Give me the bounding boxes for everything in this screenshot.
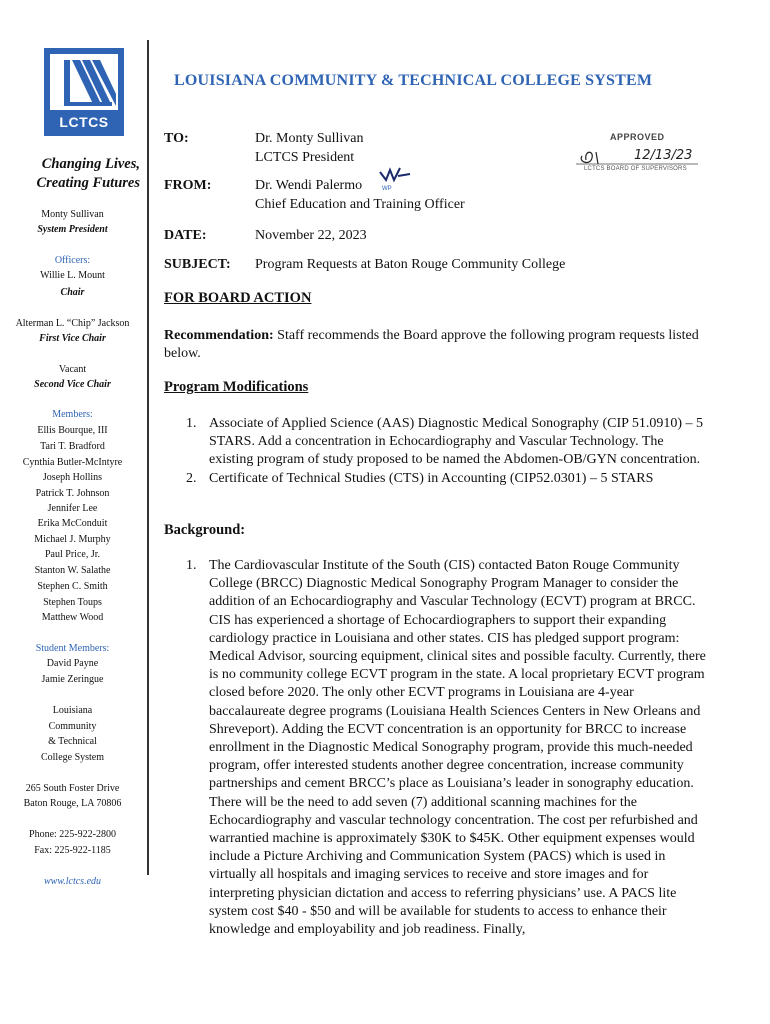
approval-stamp <box>570 132 702 178</box>
member-name: Jennifer Lee <box>47 503 98 514</box>
initials-signature-icon <box>378 166 412 188</box>
recommendation-label: Recommendation: <box>164 328 274 343</box>
board-action-heading: FOR BOARD ACTION <box>164 290 312 306</box>
website-link[interactable]: www.lctcs.edu <box>43 876 102 887</box>
member-name: Stephen Toups <box>43 597 102 608</box>
phone: Phone: 225-922-2800 <box>29 829 116 840</box>
officer-name: Vacant <box>58 364 87 375</box>
officer-name: Alterman L. “Chip” Jackson <box>15 318 130 329</box>
president-title: System President <box>37 224 108 235</box>
member-name: Cynthia Butler-McIntyre <box>22 457 123 468</box>
list-number: 1. <box>186 558 197 573</box>
recommendation <box>164 327 709 363</box>
list-number: 2. <box>186 470 197 486</box>
fax: Fax: 225-922-1185 <box>34 845 111 856</box>
list-text: Certificate of Technical Studies (CTS) in Accounting (CIP52.0301) – 5 STARS <box>209 470 654 486</box>
tagline-line-2: Creating Futures <box>36 175 140 191</box>
sidebar <box>0 0 150 1024</box>
from-name: Dr. Wendi Palermo <box>255 178 363 193</box>
address-line: 265 South Foster Drive <box>25 783 120 794</box>
background-heading: Background: <box>164 522 246 538</box>
officer-name: Willie L. Mount <box>40 270 105 281</box>
member-name: Tari T. Bradford <box>40 441 105 452</box>
org-line: & Technical <box>48 736 97 747</box>
from-initials: WP <box>382 186 392 192</box>
org-line: College System <box>40 752 105 763</box>
memo-subject: Program Requests at Baton Rouge Community College <box>255 257 566 272</box>
program-modifications-heading: Program Modifications <box>164 379 309 395</box>
member-name: Paul Price, Jr. <box>45 549 100 560</box>
from-label: FROM: <box>164 178 212 193</box>
from-title: Chief Education and Training Officer <box>255 197 465 212</box>
logo-text: LCTCS <box>59 114 109 130</box>
memo-date: November 22, 2023 <box>255 228 367 243</box>
list-item <box>164 415 709 470</box>
subject-label: SUBJECT: <box>164 257 231 272</box>
recommendation-text: Staff recommends the Board approve the following program requests listed below. <box>164 328 699 361</box>
list-item <box>164 557 709 939</box>
to-title: LCTCS President <box>255 150 355 165</box>
program-modifications-list <box>164 415 709 488</box>
approval-board-label: LCTCS BOARD OF SUPERVISORS <box>584 166 687 172</box>
sidebar-divider <box>147 40 149 875</box>
officers-label: Officers: <box>54 255 91 266</box>
approval-date: 12/13/23 <box>634 148 693 163</box>
address-line: Baton Rouge, LA 70806 <box>23 798 122 809</box>
member-name: Ellis Bourque, III <box>37 425 108 436</box>
tagline-line-1: Changing Lives, <box>41 156 140 172</box>
member-name: Stephen C. Smith <box>37 581 108 592</box>
members-label: Members: <box>52 409 93 420</box>
list-number: 1. <box>186 416 197 431</box>
date-label: DATE: <box>164 228 207 243</box>
org-line: Louisiana <box>52 705 93 716</box>
lctcs-logo <box>44 48 124 136</box>
officer-role: First Vice Chair <box>39 333 106 344</box>
approved-label: APPROVED <box>610 132 665 142</box>
list-item <box>164 470 709 488</box>
member-name: Stanton W. Salathe <box>34 565 111 576</box>
student-member-name: Jamie Zeringue <box>41 674 104 685</box>
officer-role: Chair <box>60 287 85 298</box>
logo-graphic-icon <box>50 54 118 110</box>
student-members-label: Student Members: <box>35 643 110 654</box>
to-label: TO: <box>164 131 189 146</box>
member-name: Erika McConduit <box>37 518 108 529</box>
student-member-name: David Payne <box>46 658 99 669</box>
to-name: Dr. Monty Sullivan <box>255 131 364 146</box>
list-text: The Cardiovascular Institute of the South (CIS) contacted Baton Rouge Community College (BRCC) Diagnostic Medical Sonography Program Manager to consider the addition of an Echocardiography and Vascular Technology (ECVT) program at BRCC. CIS has experienced a shortage of Echocardiographers to support their expanding cardiology practice in Louisiana and other states. CIS has pledged support program: Medical Advisor, sourcing equipment, clinical sites and possible faculty. Currently, there is no community college ECVT program in the state. A local proprietary ECVT program closed before 2020. The only other ECVT programs in Louisiana are 4-year baccalaureate degree programs (Louisiana Health Sciences Centers in New Orleans and Shreveport). Adding the ECVT concentration is an opportunity for BRCC to increase enrollment in the Diagnostic Medical Sonography program, provide this much-needed program, offer interested students another degree concentration, increase community partnerships and cement BRCC’s place as Louisiana’s leader in sonography education. There will be the need to add seven (7) additional scanning machines for the Echocardiography and vascular technology concentration. The cost per refurbished and warrantied machine is approximately $30K to $45K. Other equipment expenses would include a Picture Archiving and Communication System (PACS) which is used in virtually all hospitals and imaging services to receive and store images and for interpreting physician dictation and access to referring physicians’ use. A PACS lite system cost $40 - $50 and will be available for students to access to enhance their knowledge and employability and job readiness. Finally, <box>209 558 706 938</box>
president-name: Monty Sullivan <box>41 209 104 220</box>
member-name: Joseph Hollins <box>42 472 103 483</box>
background-list <box>164 557 709 939</box>
list-text: Associate of Applied Science (AAS) Diagnostic Medical Sonography (CIP 51.0910) – 5 STARS. Add a concentration in Echocardiography and Vascular Technology. The existing program of study proposed to be named the Abdomen-OB/GYN concentration. <box>209 416 704 468</box>
org-line: Community <box>48 721 97 732</box>
member-name: Michael J. Murphy <box>34 534 111 545</box>
page-title: LOUISIANA COMMUNITY & TECHNICAL COLLEGE SYSTEM <box>174 72 653 89</box>
member-name: Patrick T. Johnson <box>35 488 110 499</box>
member-name: Matthew Wood <box>41 612 104 623</box>
officer-role: Second Vice Chair <box>34 379 111 390</box>
